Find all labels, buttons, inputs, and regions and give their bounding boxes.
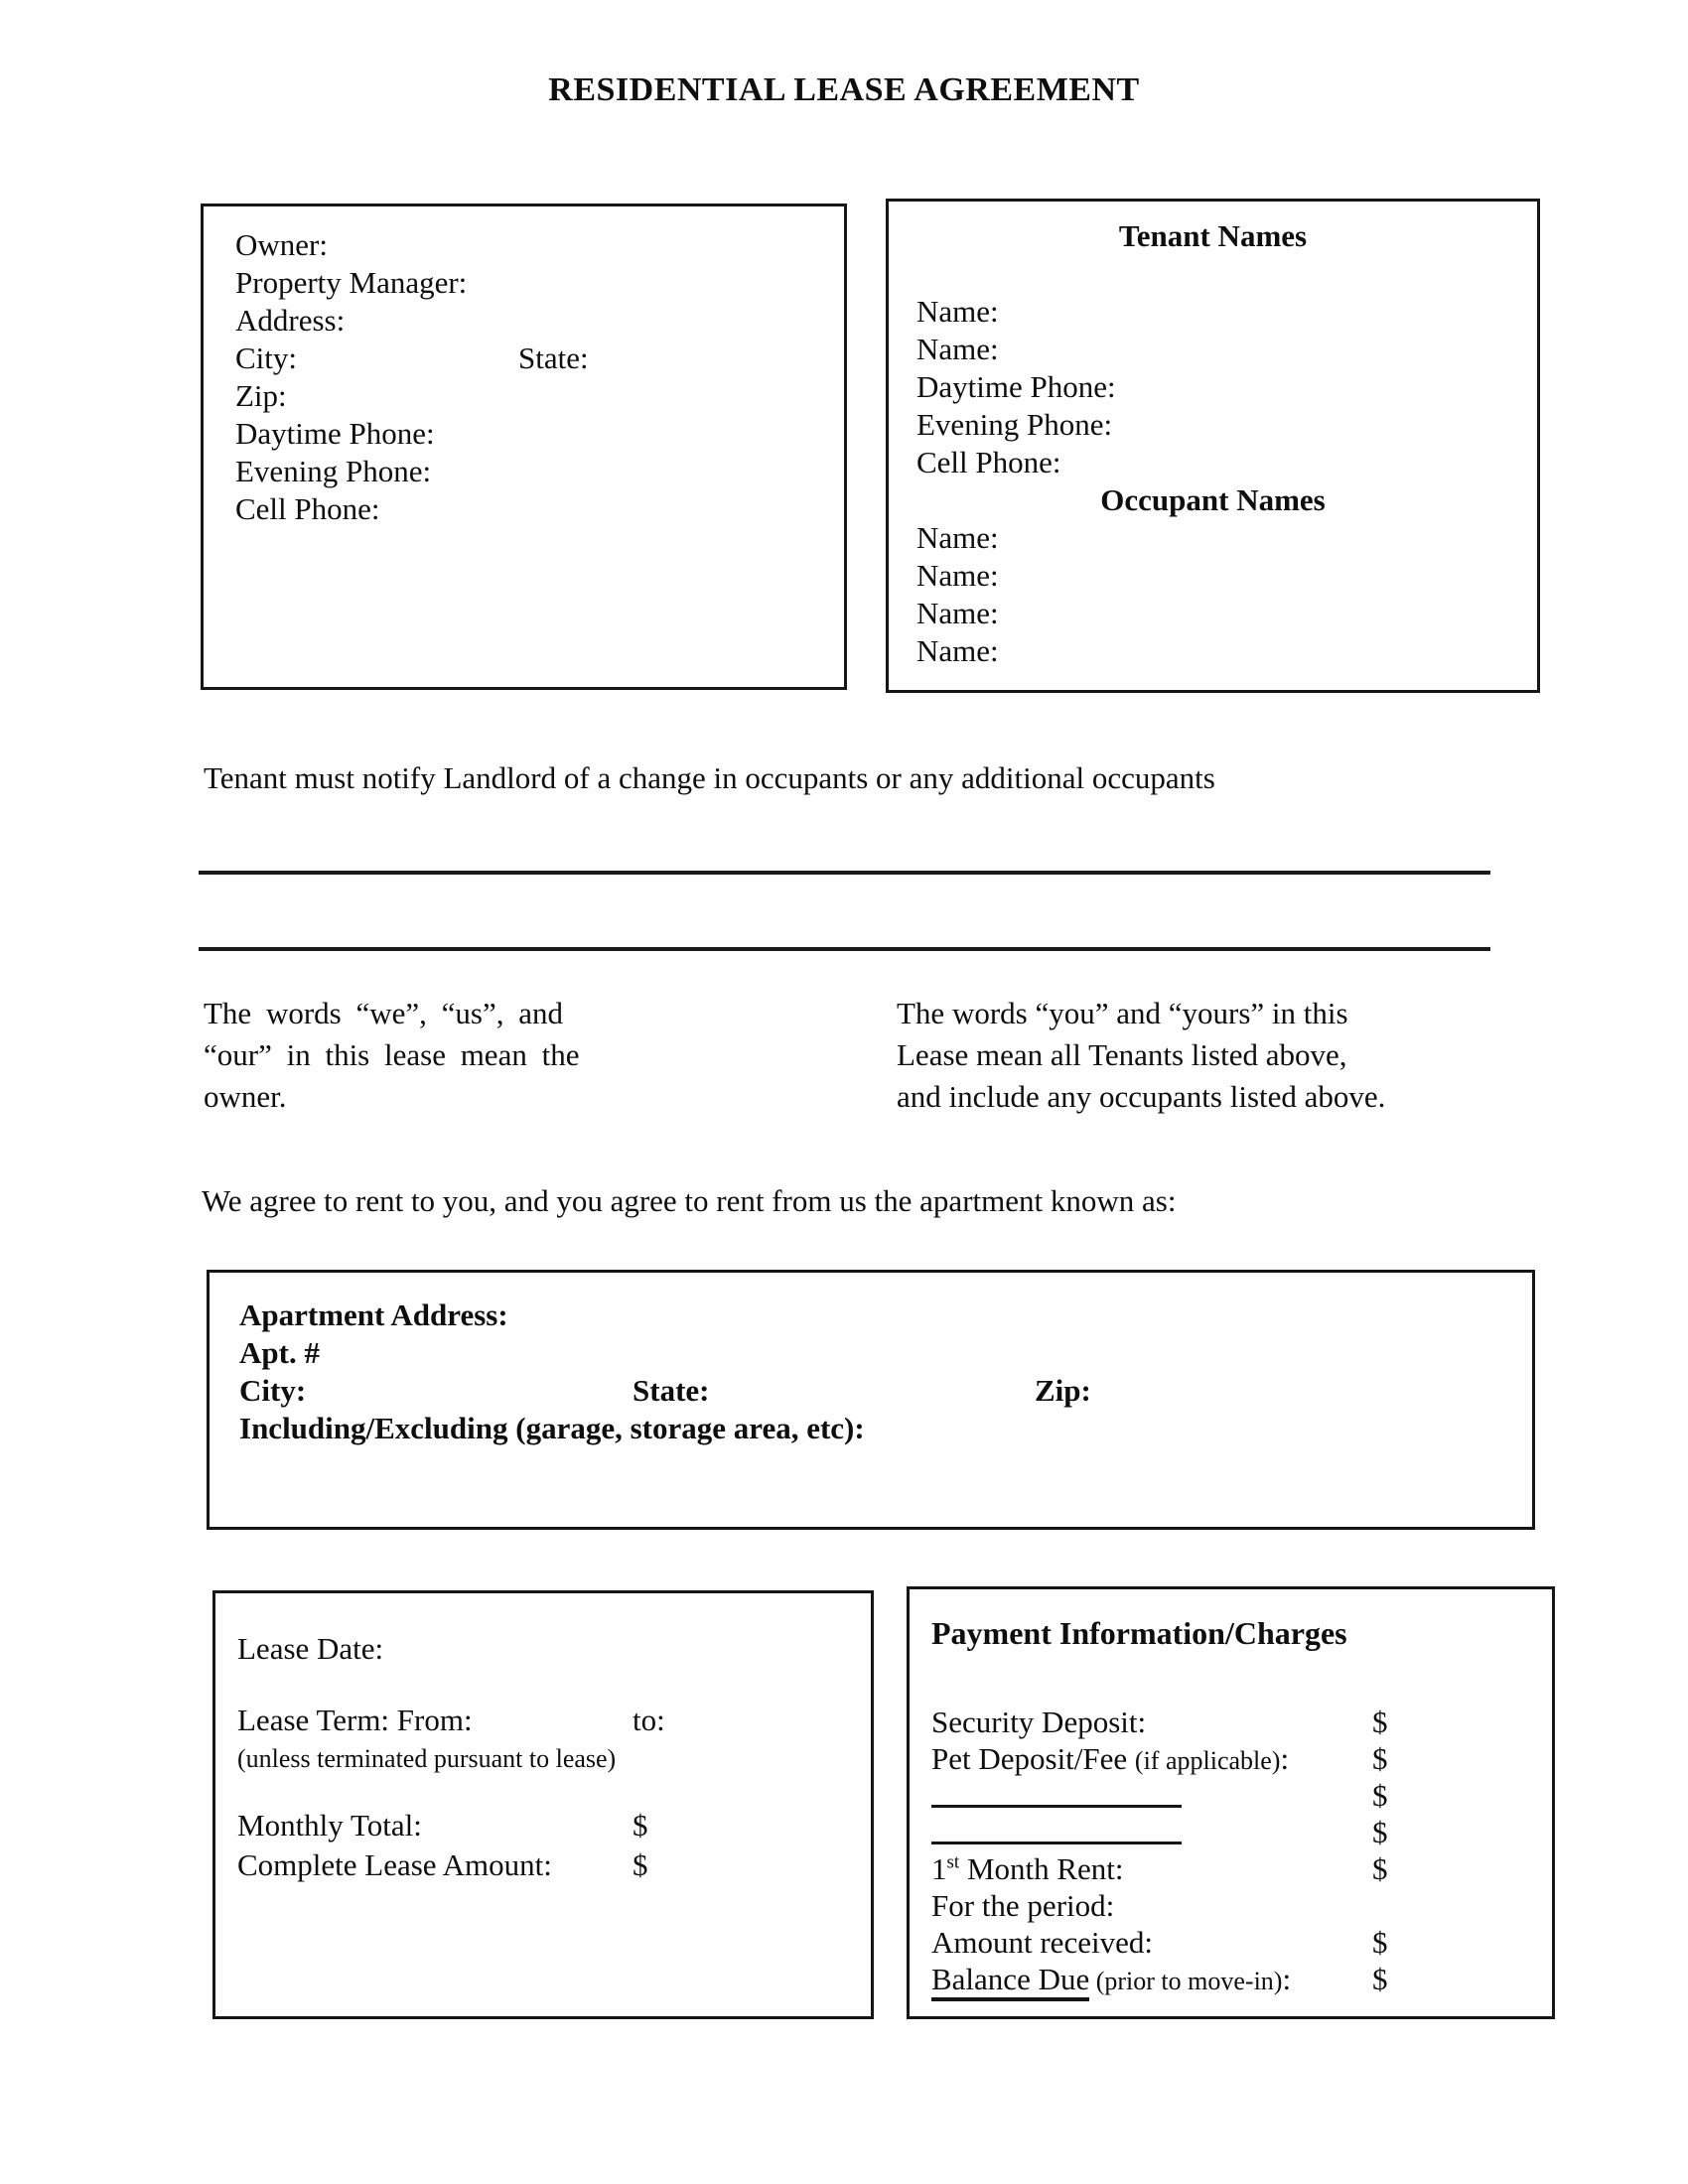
complete-lease-amount-label: Complete Lease Amount:: [237, 1847, 552, 1882]
first-month-rent-label: 1st Month Rent:: [931, 1851, 1124, 1886]
we-clause-line-1: The words “we”, “us”, and: [204, 996, 563, 1030]
spacer: [889, 255, 1537, 293]
agreement-sentence: We agree to rent to you, and you agree to rent from us the apartment known as:: [202, 1183, 1177, 1218]
security-deposit-dollar-sign: $: [1372, 1705, 1388, 1739]
complete-lease-dollar-sign: $: [633, 1847, 648, 1882]
occupant-name-4-label: Name:: [916, 633, 999, 668]
owner-info-box: [201, 204, 847, 690]
apartment-number-label: Apt. #: [239, 1335, 320, 1370]
tenant-name-2-label: Name:: [916, 332, 999, 366]
blank-writein-line-1: [199, 871, 1490, 875]
owner-evening-phone-label: Evening Phone:: [235, 454, 432, 488]
blank-charge-row-1: [931, 1777, 1534, 1814]
apartment-address-box: [207, 1270, 1535, 1530]
pet-deposit-row: [931, 1740, 1534, 1777]
occupant-name-2-label: Name:: [916, 558, 999, 593]
lease-term-from-label: Lease Term: From:: [237, 1703, 473, 1737]
page-title: RESIDENTIAL LEASE AGREEMENT: [548, 71, 1140, 108]
you-clause-line-1: The words “you” and “yours” in this: [897, 996, 1348, 1030]
occupant-name-1-label: Name:: [916, 520, 999, 555]
blank-writein-line-2: [199, 947, 1490, 951]
amount-received-label: Amount received:: [931, 1925, 1153, 1960]
tenant-evening-phone-label: Evening Phone:: [916, 407, 1113, 442]
security-deposit-row: [931, 1704, 1534, 1740]
owner-city-label: City:: [235, 341, 298, 375]
payment-info-heading: Payment Information/Charges: [931, 1615, 1347, 1651]
lease-term-to-label: to:: [633, 1703, 665, 1737]
pet-deposit-colon: :: [1280, 1741, 1290, 1776]
lease-term-box: [212, 1590, 874, 2019]
occupant-change-notice: Tenant must notify Landlord of a change in occupants or any additional occupants: [204, 760, 1215, 795]
balance-due-prior-note: (prior to move-in): [1089, 1967, 1283, 1995]
we-clause-line-3: owner.: [204, 1079, 287, 1114]
pet-deposit-dollar-sign: $: [1372, 1741, 1388, 1776]
you-definition-clause: [897, 993, 1453, 1118]
property-manager-label: Property Manager:: [235, 265, 468, 300]
apartment-zip-label: Zip:: [1035, 1373, 1091, 1408]
tenant-daytime-phone-label: Daytime Phone:: [916, 369, 1116, 404]
amount-received-dollar-sign: $: [1372, 1925, 1388, 1960]
owner-label: Owner:: [235, 227, 328, 262]
apartment-city-state-zip-line: [239, 1372, 1532, 1410]
first-month-ordinal-suffix: st: [946, 1851, 960, 1873]
tenant-cell-phone-label: Cell Phone:: [916, 445, 1061, 479]
occupant-name-3-label: Name:: [916, 596, 999, 630]
apartment-state-label: State:: [633, 1373, 710, 1408]
balance-due-colon: :: [1282, 1962, 1292, 1996]
including-excluding-label: Including/Excluding (garage, storage area, etc):: [239, 1411, 865, 1445]
for-the-period-label: For the period:: [931, 1888, 1115, 1923]
tenant-name-1-label: Name:: [916, 294, 999, 329]
tenant-names-heading: Tenant Names: [1118, 218, 1308, 253]
for-the-period-row: [931, 1887, 1534, 1924]
lease-term-line: [237, 1701, 871, 1740]
security-deposit-label: Security Deposit:: [931, 1705, 1147, 1739]
owner-cell-phone-label: Cell Phone:: [235, 491, 380, 526]
payment-information-box: [907, 1586, 1555, 2019]
balance-due-row: [931, 1961, 1534, 1997]
first-month-rent-row: [931, 1850, 1534, 1887]
we-definition-clause: [204, 993, 611, 1118]
lease-date-label: Lease Date:: [237, 1631, 384, 1666]
blank-charge-1-dollar-sign: $: [1372, 1778, 1388, 1813]
monthly-total-dollar-sign: $: [633, 1808, 648, 1843]
blank-charge-row-2: [931, 1814, 1534, 1850]
blank-charge-2-dollar-sign: $: [1372, 1815, 1388, 1849]
owner-city-state-line: [235, 340, 834, 377]
first-month-rent-dollar-sign: $: [1372, 1851, 1388, 1886]
pet-deposit-if-applicable-note: (if applicable): [1134, 1746, 1281, 1775]
monthly-total-label: Monthly Total:: [237, 1808, 422, 1843]
you-clause-line-3: and include any occupants listed above.: [897, 1079, 1386, 1114]
amount-received-row: [931, 1924, 1534, 1961]
unless-terminated-note: (unless terminated pursuant to lease): [237, 1744, 617, 1773]
owner-zip-label: Zip:: [235, 378, 287, 413]
owner-state-label: State:: [518, 341, 589, 375]
you-clause-line-2: Lease mean all Tenants listed above,: [897, 1037, 1347, 1072]
pet-deposit-label: Pet Deposit/Fee: [931, 1741, 1135, 1776]
owner-daytime-phone-label: Daytime Phone:: [235, 416, 435, 451]
blank-charge-line-1: [931, 1777, 1182, 1808]
blank-charge-line-2: [931, 1814, 1182, 1844]
occupant-names-heading: Occupant Names: [1100, 482, 1326, 517]
balance-due-label: Balance Due: [931, 1962, 1089, 2001]
we-clause-line-2: “our” in this lease mean the: [204, 1037, 580, 1072]
owner-address-label: Address:: [235, 303, 346, 338]
apartment-city-label: City:: [239, 1373, 307, 1408]
monthly-total-line: [237, 1806, 871, 1845]
balance-due-dollar-sign: $: [1372, 1962, 1388, 1996]
complete-lease-amount-line: [237, 1845, 871, 1885]
apartment-address-label: Apartment Address:: [239, 1297, 508, 1332]
tenant-names-box: [886, 199, 1540, 693]
